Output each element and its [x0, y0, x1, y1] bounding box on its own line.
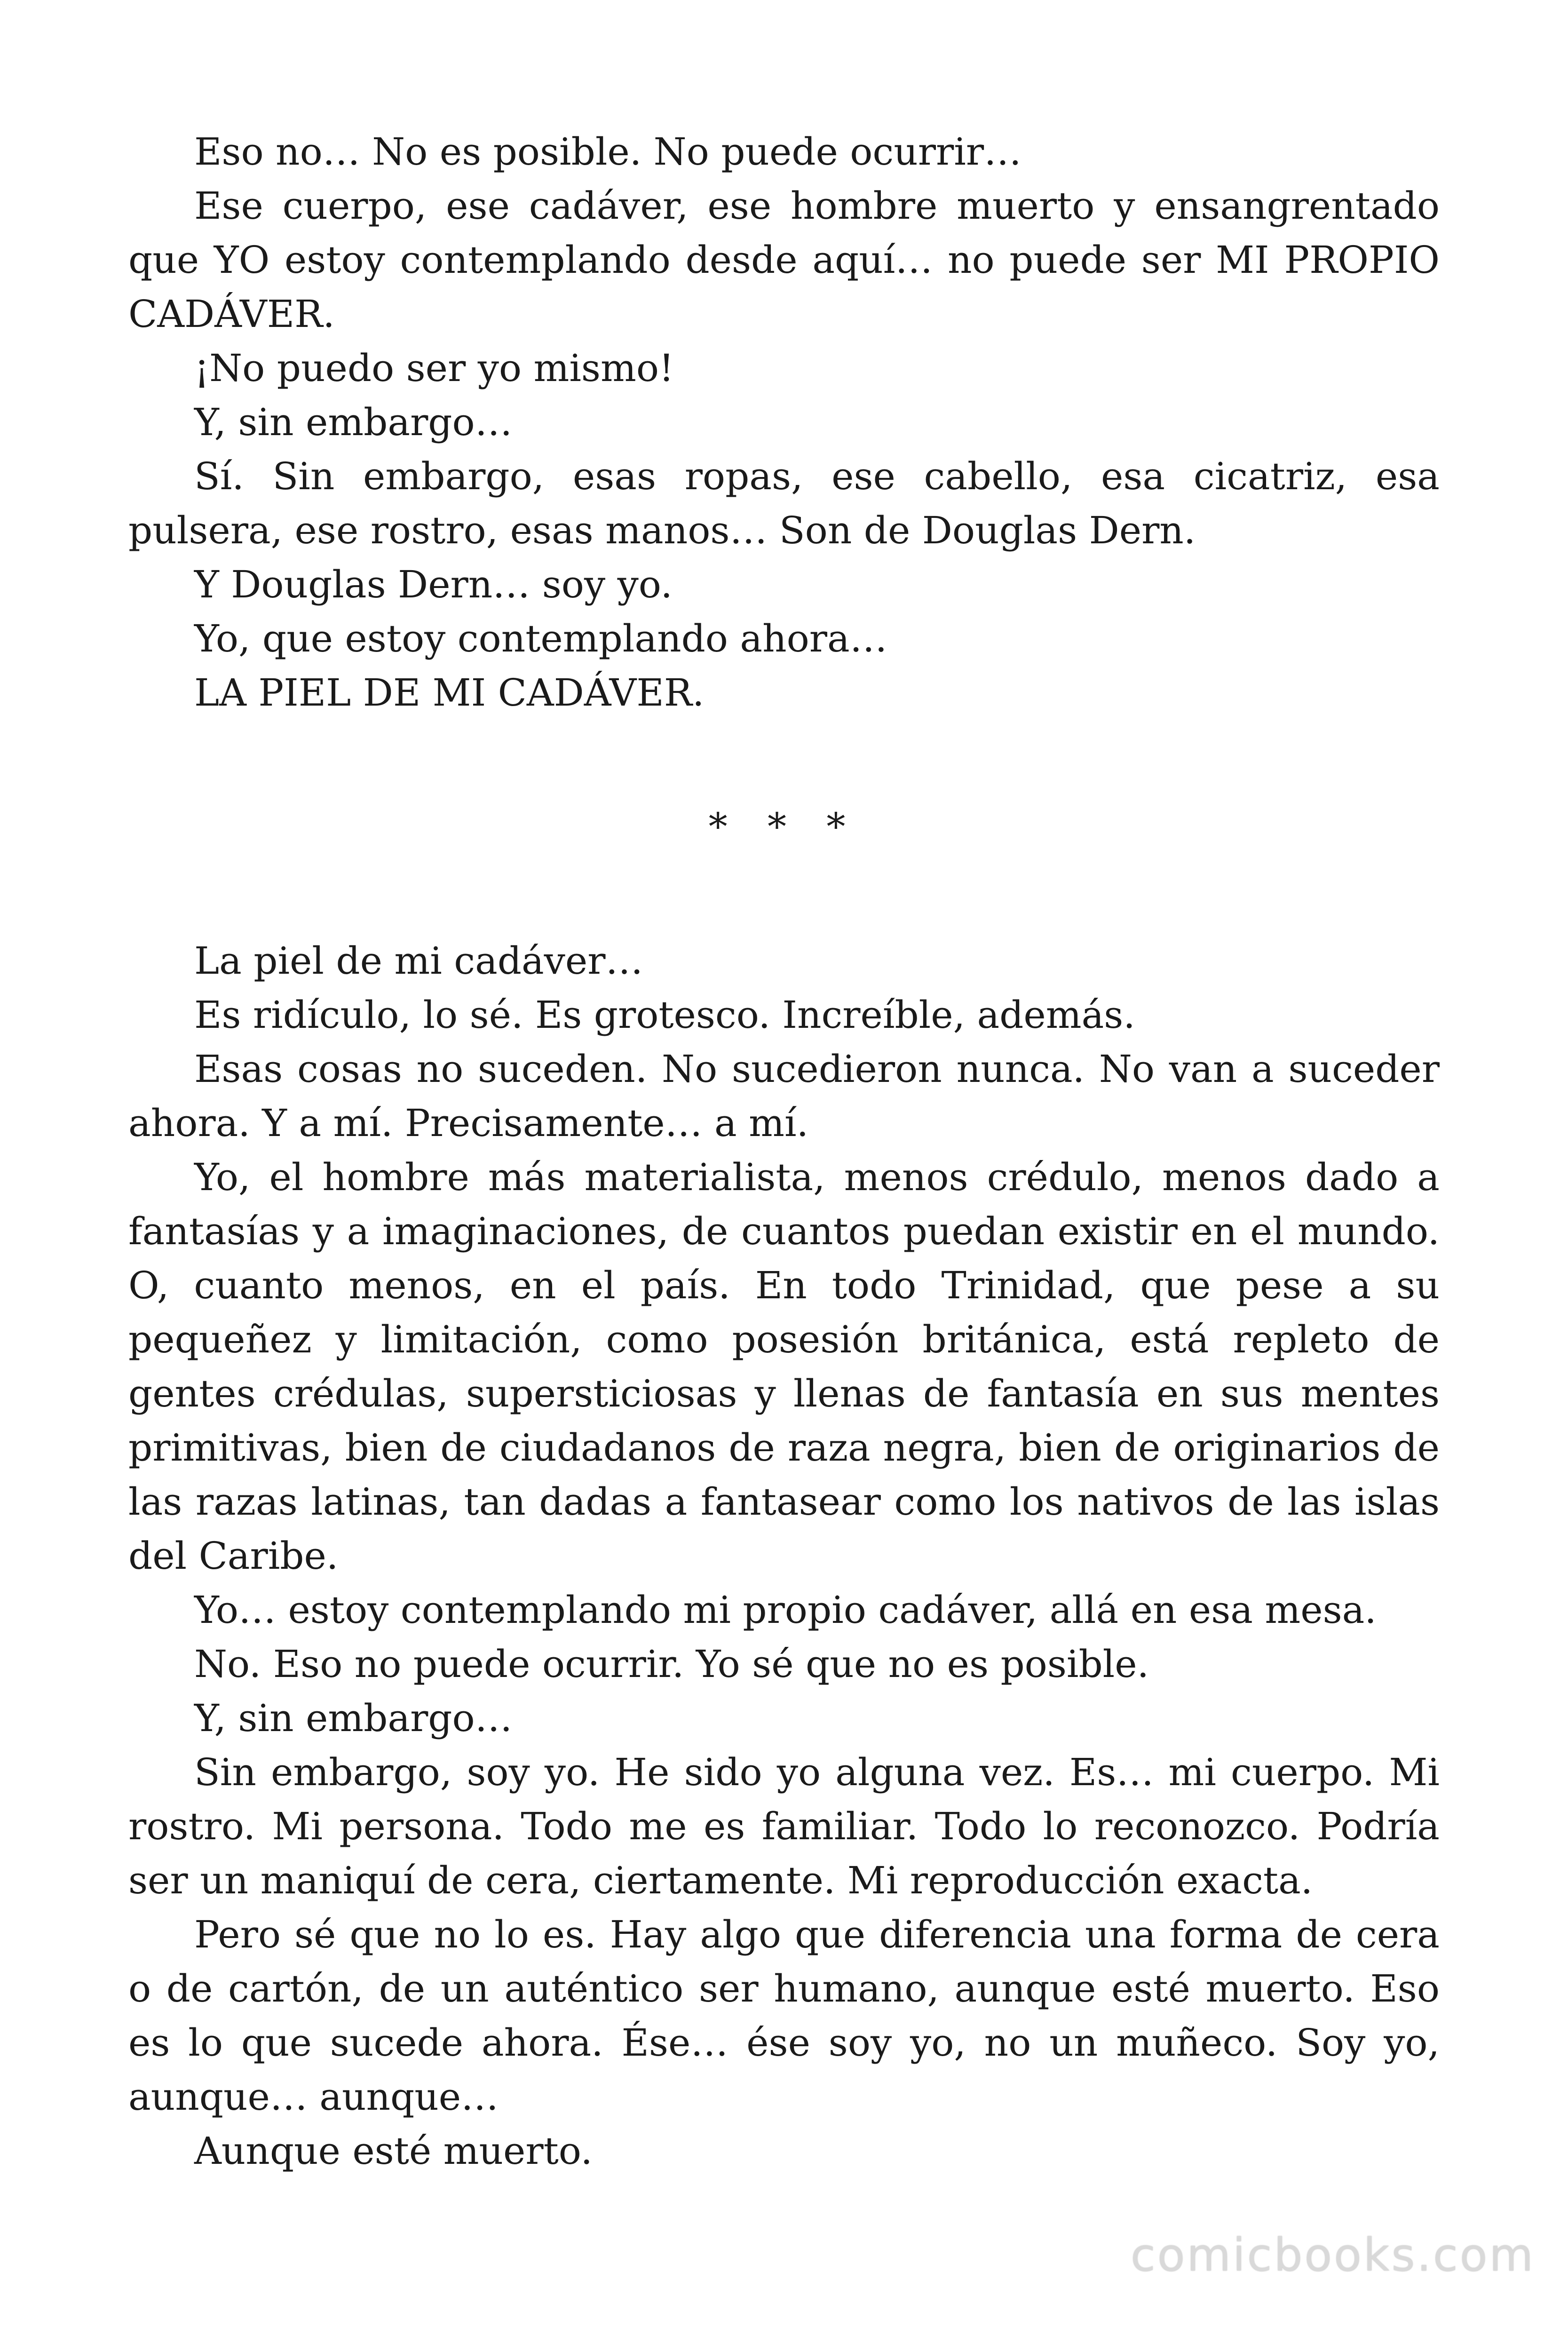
text-section-2	[128, 934, 1440, 2178]
paragraph: Y Douglas Dern… soy yo.	[194, 563, 673, 606]
paragraph: Pero sé que no lo es. Hay algo que diferencia una forma de cera o de cartón, de un auténtico ser humano, aunque esté muerto. Eso es lo que sucede ahora. Ése… ése soy yo, no un muñeco. Soy yo, aunque… aunque…	[128, 1913, 1440, 2119]
paragraph: Y, sin embargo…	[194, 1696, 513, 1740]
watermark: comicbooks.com	[1130, 2229, 1535, 2281]
paragraph: La piel de mi cadáver…	[194, 939, 643, 983]
paragraph: Aunque esté muerto.	[194, 2129, 593, 2173]
paragraph: Y, sin embargo…	[194, 400, 513, 444]
paragraph: ¡No puedo ser yo mismo!	[194, 346, 674, 390]
text-section-1	[128, 125, 1440, 720]
paragraph: Yo… estoy contemplando mi propio cadáver, allá en esa mesa.	[194, 1588, 1377, 1632]
paragraph: Es ridículo, lo sé. Es grotesco. Increíble, además.	[194, 993, 1135, 1037]
paragraph: LA PIEL DE MI CADÁVER.	[194, 671, 705, 715]
paragraph: Ese cuerpo, ese cadáver, ese hombre muerto y ensangrentado que YO estoy contemplando desde aquí… no puede ser MI PROPIO CADÁVER.	[128, 184, 1440, 336]
paragraph: No. Eso no puede ocurrir. Yo sé que no es posible.	[194, 1642, 1149, 1686]
paragraph: Sin embargo, soy yo. He sido yo alguna vez. Es… mi cuerpo. Mi rostro. Mi persona. Todo me es familiar. Todo lo reconozco. Podría ser un maniquí de cera, ciertamente. Mi reproducción exacta.	[128, 1750, 1440, 1902]
paragraph: Esas cosas no suceden. No sucedieron nunca. No van a suceder ahora. Y a mí. Precisamente… a mí.	[128, 1047, 1440, 1145]
paragraph: Yo, que estoy contemplando ahora…	[194, 617, 887, 660]
section-separator: * * *	[708, 805, 860, 849]
paragraph: Eso no… No es posible. No puede ocurrir…	[194, 130, 1022, 174]
paragraph: Sí. Sin embargo, esas ropas, ese cabello, esa cicatriz, esa pulsera, ese rostro, esas manos… Son de Douglas Dern.	[128, 454, 1440, 552]
paragraph: Yo, el hombre más materialista, menos crédulo, menos dado a fantasías y a imaginaciones, de cuantos puedan existir en el mundo. O, cuanto menos, en el país. En todo Trinidad, que pese a su pequeñez y limitación, como posesión británica, está repleto de gentes crédulas, supersticiosas y llenas de fantasía en sus mentes primitivas, bien de ciudadanos de raza negra, bien de originarios de las razas latinas, tan dadas a fantasear como los nativos de las islas del Caribe.	[128, 1155, 1440, 1578]
